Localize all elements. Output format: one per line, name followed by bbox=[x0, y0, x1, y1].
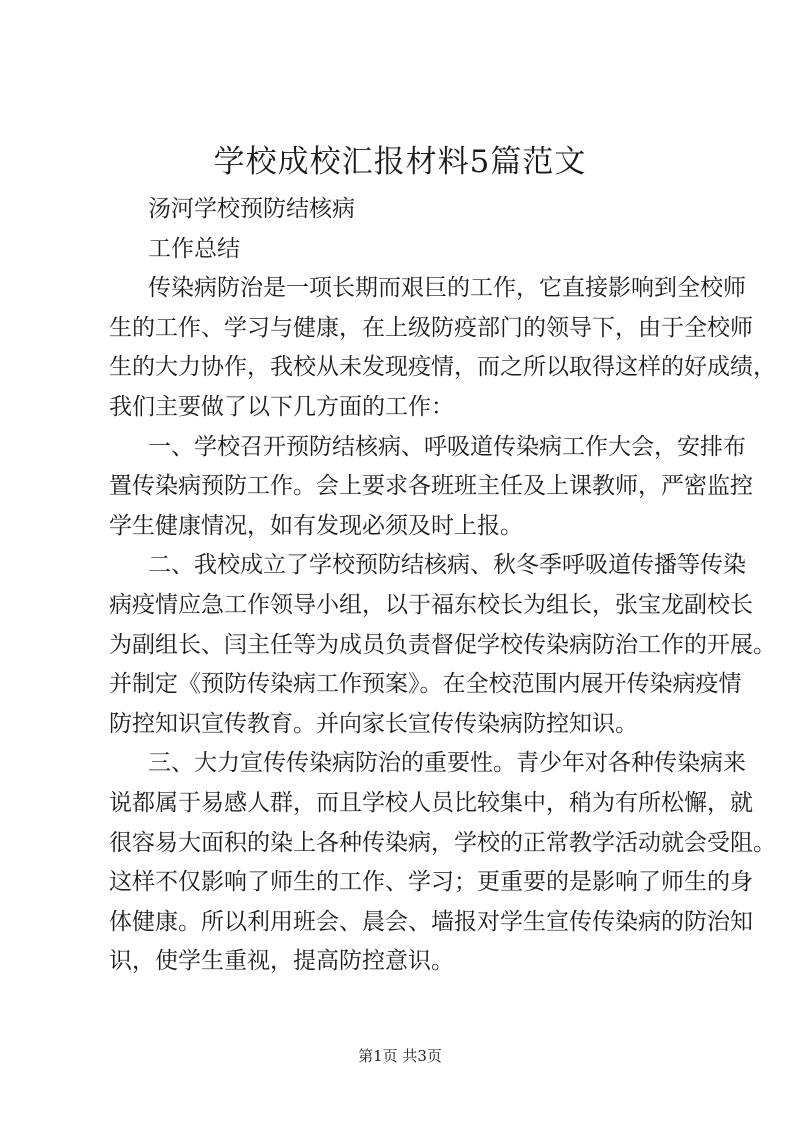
paragraph-4-line-3: 很容易大面积的染上各种传染病，学校的正常教学活动就会受阻。 bbox=[109, 829, 776, 856]
page-footer: 第1页 共3页 bbox=[358, 1047, 442, 1065]
paragraph-2-line-2: 置传染病预防工作。会上要求各班班主任及上课教师，严密监控 bbox=[109, 473, 753, 500]
paragraph-1-line-4: 我们主要做了以下几方面的工作： bbox=[109, 393, 454, 420]
subtitle-line-1: 汤河学校预防结核病 bbox=[148, 196, 355, 222]
paragraph-3-line-1: 二、我校成立了学校预防结核病、秋冬季呼吸道传播等传染 bbox=[148, 552, 746, 579]
paragraph-4-line-6: 识，使学生重视，提高防控意识。 bbox=[109, 948, 454, 975]
document-title: 学校成校汇报材料5篇范文 bbox=[213, 144, 587, 180]
subtitle-line-2: 工作总结 bbox=[148, 235, 240, 262]
document-body bbox=[109, 190, 776, 982]
paragraph-2-line-1: 一、学校召开预防结核病、呼吸道传染病工作大会，安排布 bbox=[148, 433, 746, 460]
paragraph-3-line-2: 病疫情应急工作领导小组，以于福东校长为组长，张宝龙副校长 bbox=[109, 591, 753, 618]
paragraph-4-line-1: 三、大力宣传传染病防治的重要性。青少年对各种传染病来 bbox=[148, 750, 746, 777]
paragraph-3-line-4: 并制定《预防传染病工作预案》。在全校范围内展开传染病疫情 bbox=[109, 671, 742, 698]
paragraph-4-line-4: 这样不仅影响了师生的工作、学习；更重要的是影响了师生的身 bbox=[109, 869, 753, 896]
paragraph-1-line-2: 生的工作、学习与健康，在上级防疫部门的领导下，由于全校师 bbox=[109, 314, 753, 341]
paragraph-2-line-3: 学生健康情况，如有发现必须及时上报。 bbox=[109, 512, 523, 539]
paragraph-3-line-5: 防控知识宣传教育。并向家长宣传传染病防控知识。 bbox=[109, 710, 638, 737]
paragraph-3-line-3: 为副组长、闫主任等为成员负责督促学校传染病防治工作的开展。 bbox=[109, 631, 776, 658]
paragraph-4-line-5: 体健康。所以利用班会、晨会、墙报对学生宣传传染病的防治知 bbox=[109, 908, 753, 935]
paragraph-4-line-2: 说都属于易感人群，而且学校人员比较集中，稍为有所松懈，就 bbox=[109, 789, 753, 816]
paragraph-1-line-3: 生的大力协作，我校从未发现疫情，而之所以取得这样的好成绩， bbox=[109, 354, 776, 381]
paragraph-1-line-1: 传染病防治是一项长期而艰巨的工作，它直接影响到全校师 bbox=[148, 275, 746, 302]
